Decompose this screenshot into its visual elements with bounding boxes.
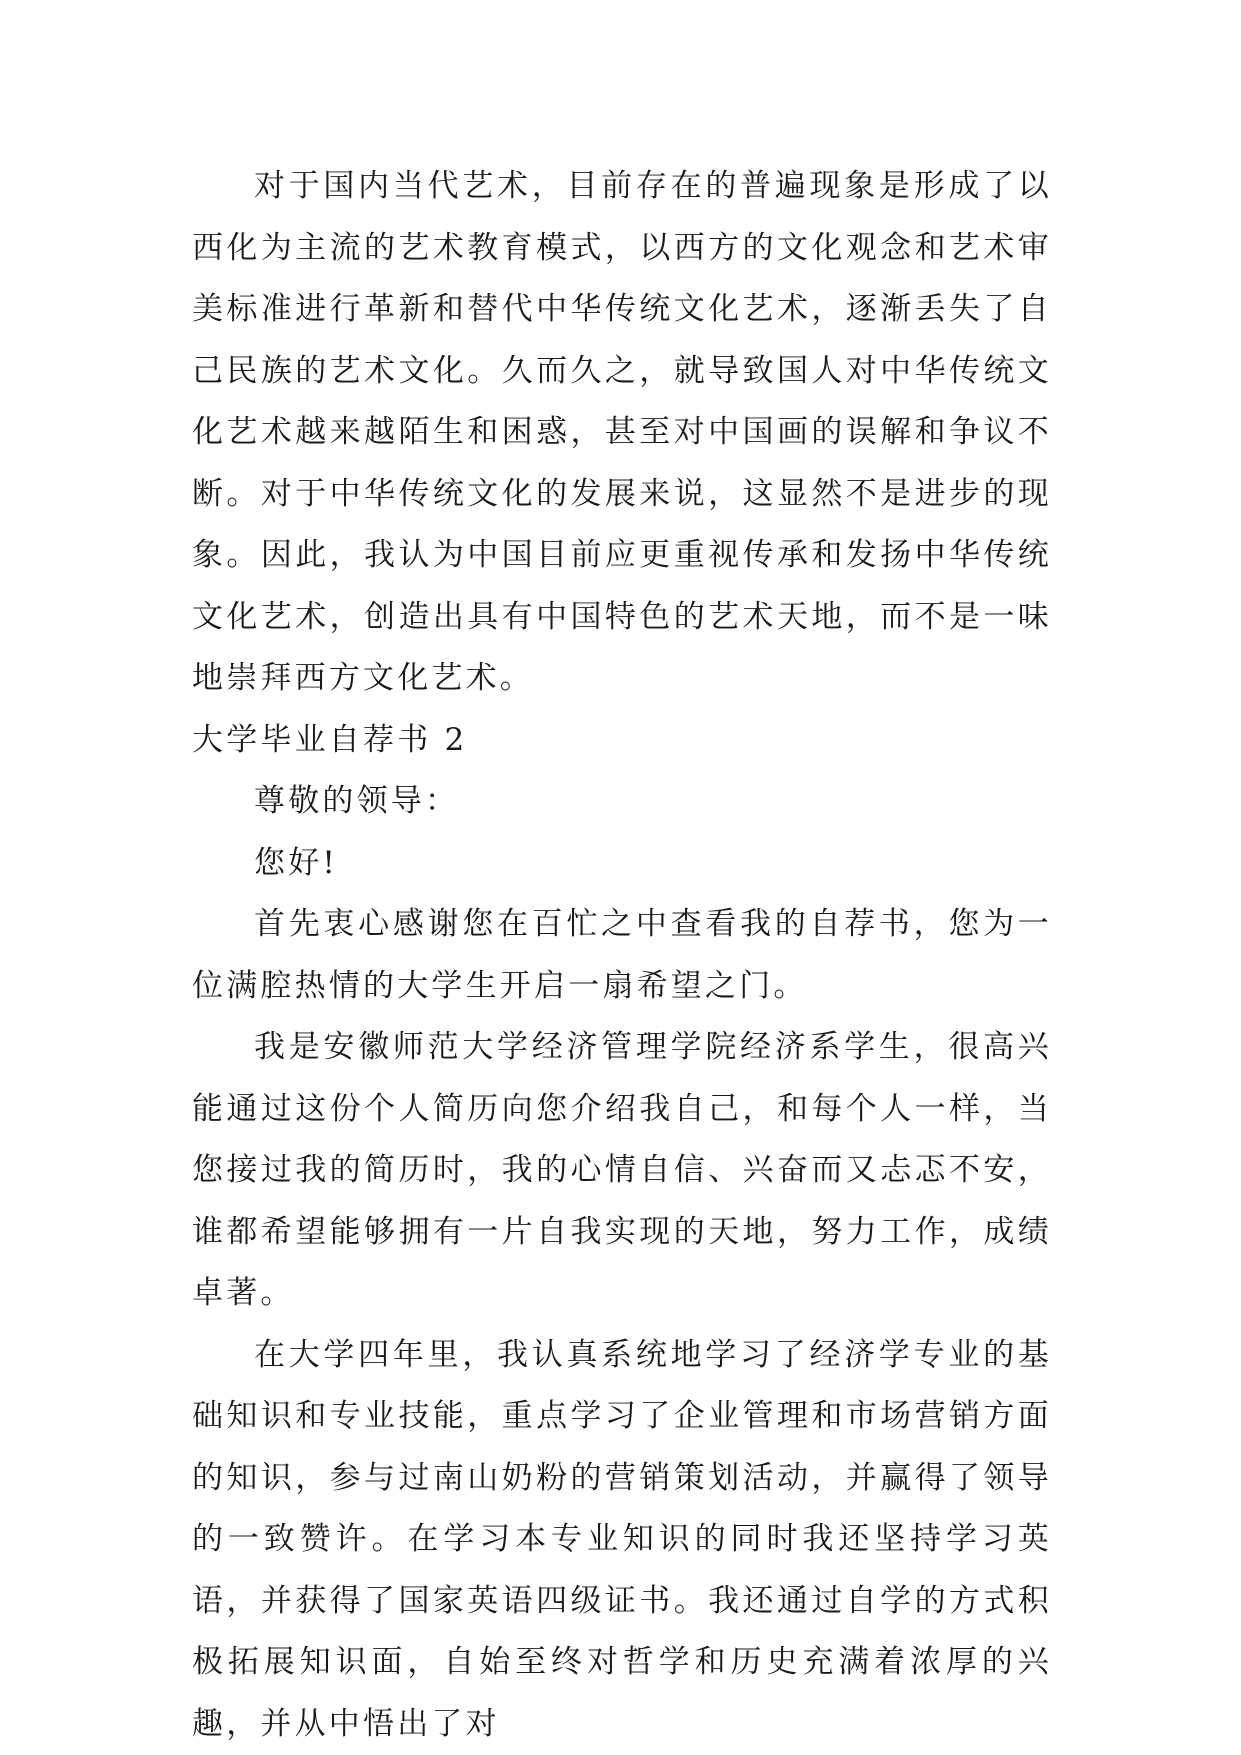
paragraph-contemporary-art: 对于国内当代艺术，目前存在的普遍现象是形成了以西化为主流的艺术教育模式，以西方的文化观念和艺术审美标准进行革新和替代中华传统文化艺术，逐渐丢失了自己民族的艺术文化。久而久之，就导致国人对中华传统文化艺术越来越陌生和困惑，甚至对中国画的误解和争议不断。对于中华传统文化的发展来说，这显然不是进步的现象。因此，我认为中国目前应更重视传承和发扬中华传统文化艺术，创造出具有中国特色的艺术天地，而不是一味地崇拜西方文化艺术。 <box>192 156 1052 710</box>
paragraph-study: 在大学四年里，我认真系统地学习了经济学专业的基础知识和专业技能，重点学习了企业管理和市场营销方面的知识，参与过南山奶粉的营销策划活动，并赢得了领导的一致赞许。在学习本专业知识的同时我还坚持学习英语，并获得了国家英语四级证书。我还通过自学的方式积极拓展知识面，自始至终对哲学和历史充满着浓厚的兴趣，并从中悟出了对 <box>192 1325 1052 1755</box>
paragraph-thanks: 首先衷心感谢您在百忙之中查看我的自荐书，您为一位满腔热情的大学生开启一扇希望之门。 <box>192 894 1052 1017</box>
section-heading: 大学毕业自荐书 2 <box>192 710 1052 772</box>
paragraph-introduction: 我是安徽师范大学经济管理学院经济系学生，很高兴能通过这份个人简历向您介绍我自己，和每个人一样，当您接过我的简历时，我的心情自信、兴奋而又忐忑不安，谁都希望能够拥有一片自我实现的天地，努力工作，成绩卓著。 <box>192 1017 1052 1325</box>
greeting: 您好! <box>192 833 1052 895</box>
salutation: 尊敬的领导： <box>192 771 1052 833</box>
document-body <box>192 156 1052 1755</box>
